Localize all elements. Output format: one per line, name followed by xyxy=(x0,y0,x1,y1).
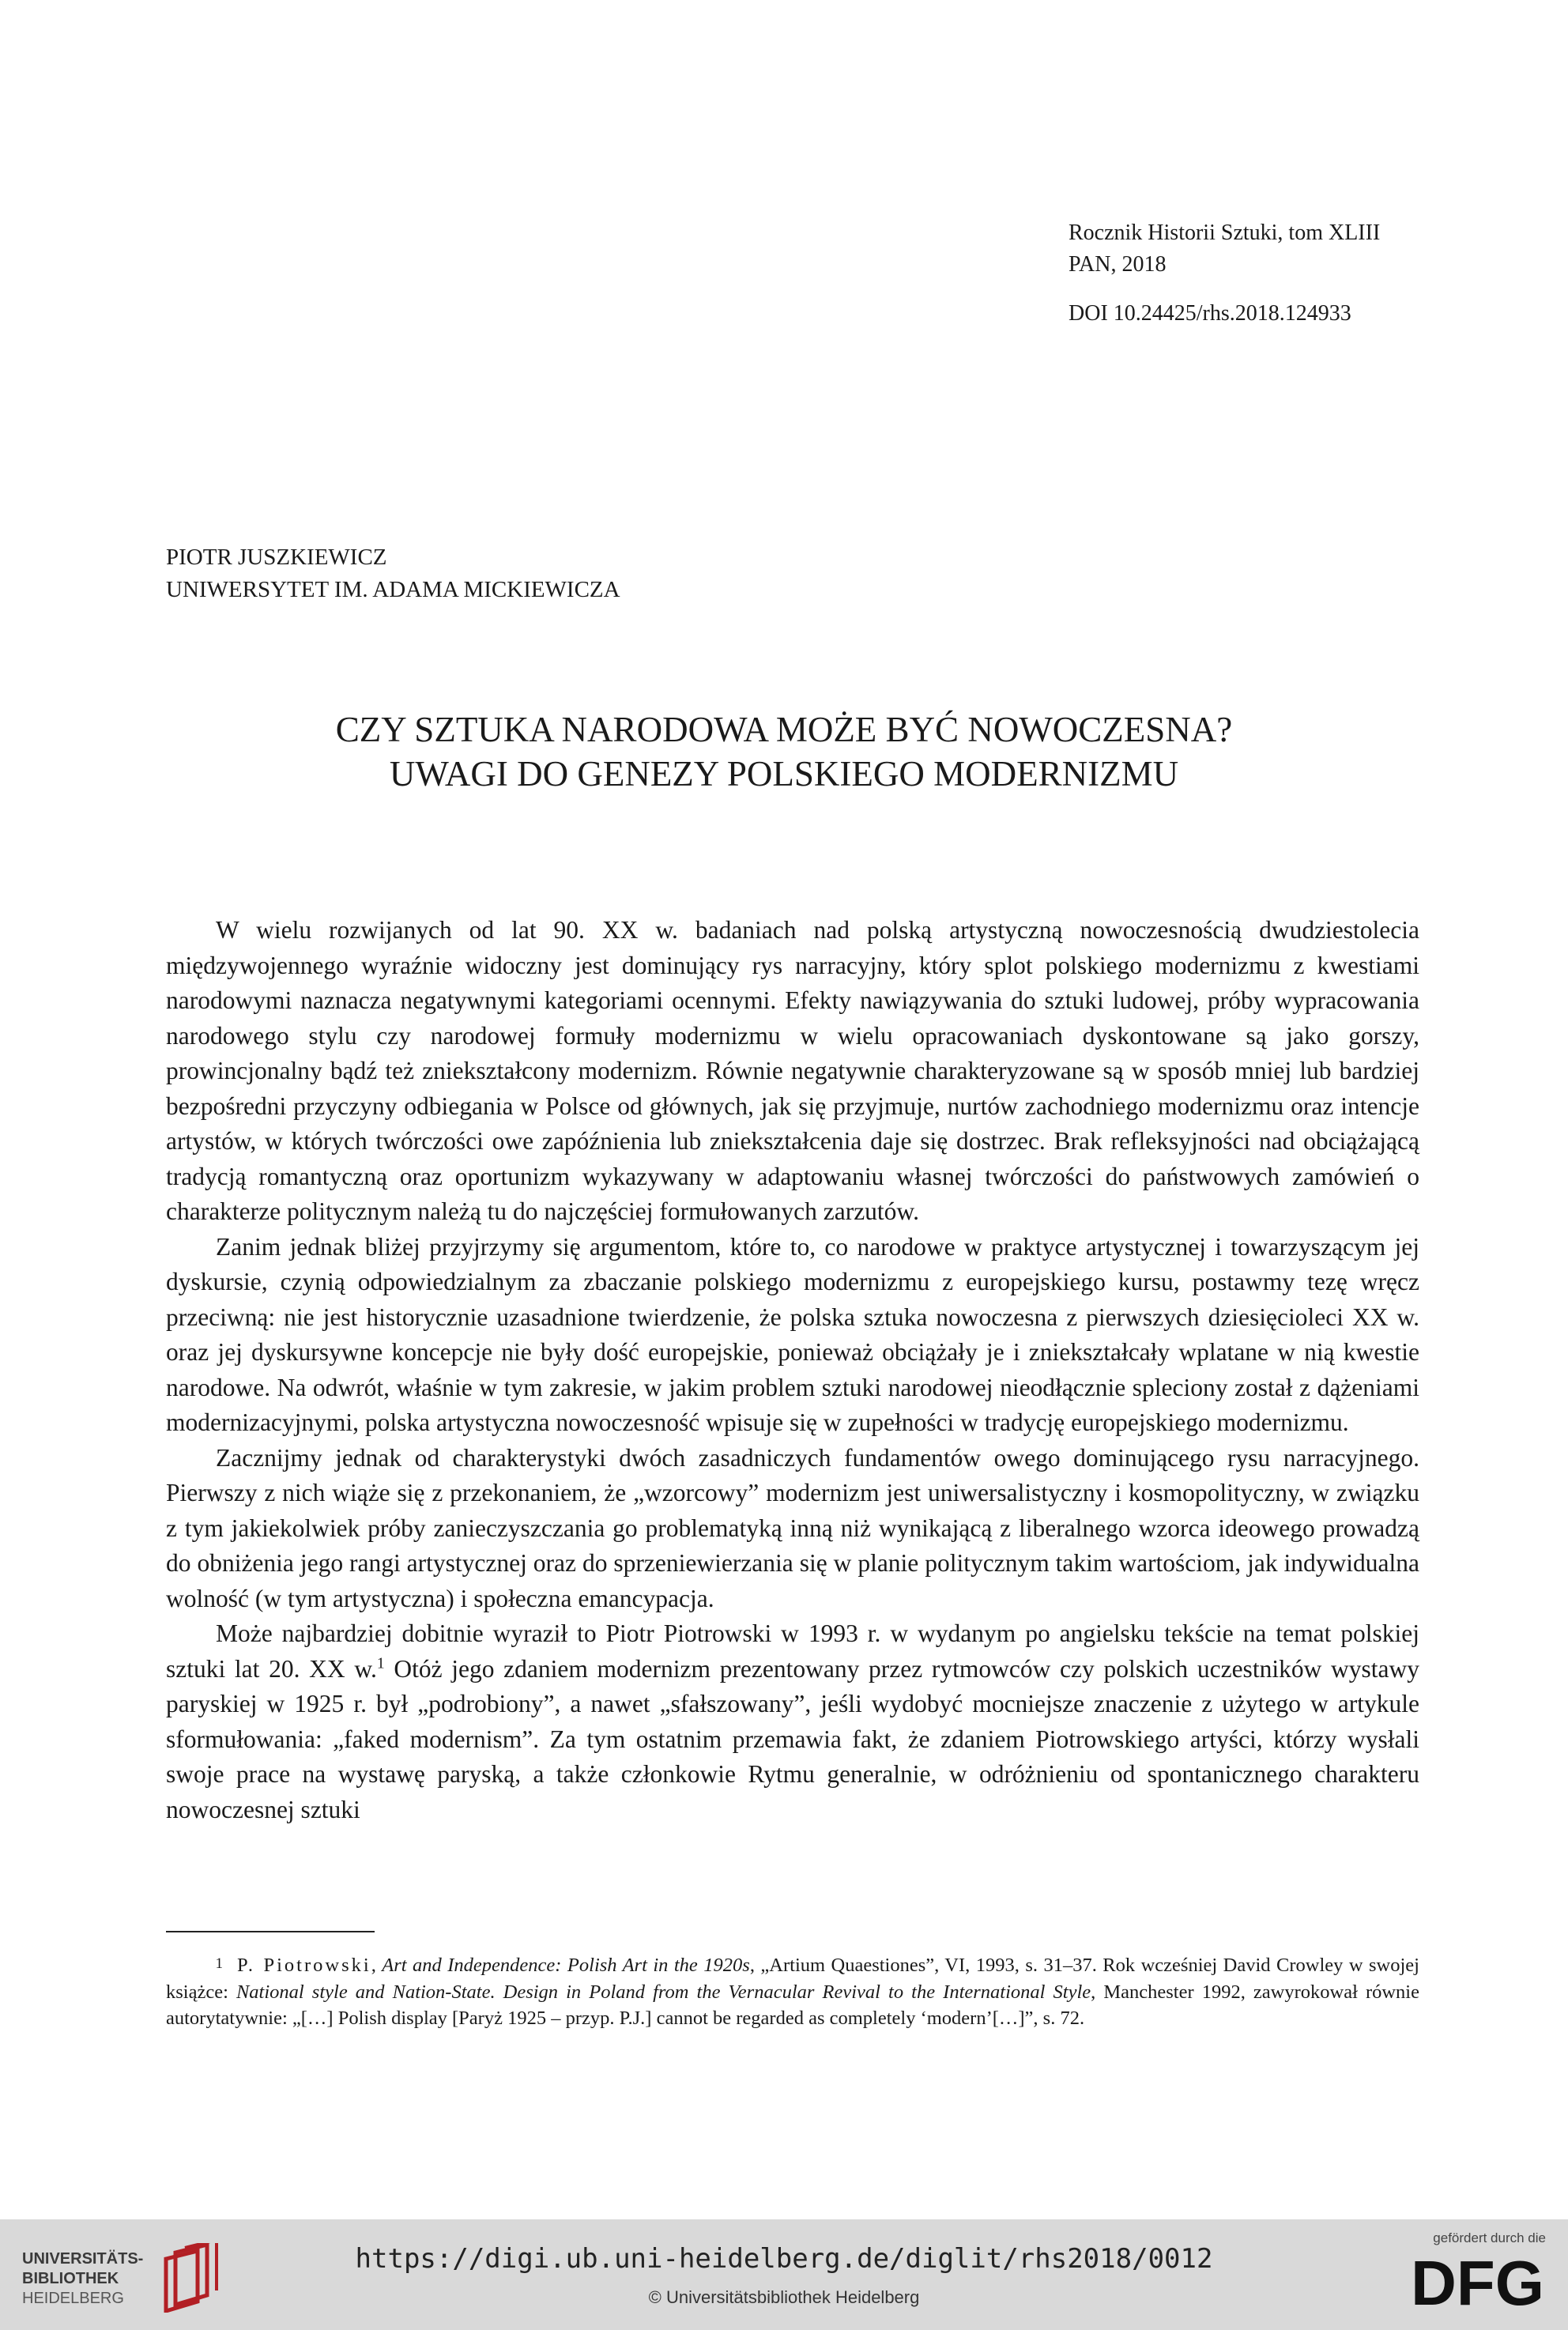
paragraph-4-end: Otóż jego zdaniem modernizm prezentowany przez rytmowców czy polskich uczestników wystawy paryskiej w 1925 r. był „podrobiony”, a nawet „sfałszowany”, jeśli wydobyć mocniejsze znaczenie z użytego w artykule sformułowania: „faked modernism”. Za tym ostatnim przemawia fakt, że zdaniem Piotrowskiego artyści, którzy wysłali swoje prace na wystawę paryską, a także członkowie Rytmu generalnie, w odróżnieniu od spontanicznego charakteru nowoczesnej sztuki xyxy=(166,1654,1419,1823)
footnote-1 xyxy=(166,1951,1419,2032)
paragraph-1: W wielu rozwijanych od lat 90. XX w. badaniach nad polską artystyczną nowoczesnością dwudziestolecia międzywojennego wyraźnie widoczny jest dominujący rys narracyjny, który splot polskiego modernizmu z kwestiami narodowymi naznacza negatywnymi kategoriami ocennymi. Efekty nawiązywania do sztuki ludowej, próby wypracowania narodowego stylu czy narodowej formuły modernizmu w wielu opracowaniach dyskontowane są jako gorszy, prowincjonalny bądź też zniekształcony modernizm. Równie negatywnie charakteryzowane są w sposób mniej lub bardziej bezpośredni przyczyny odbiegania w Polsce od głównych, jak się przyjmuje, nurtów zachodniego modernizmu oraz intencje artystów, w których twórczości owe zapóźnienia lub zniekształcenia daje się dostrzec. Brak refleksyjności nad obciążającą tradycją romantyczną oraz oportunizm wykazywany w adaptowaniu własnej twórczości do państwowych zamówień o charakterze politycznym należą tu do najczęściej formułowanych zarzutów. xyxy=(166,916,1419,1225)
dfg-logo-text: DFG xyxy=(1411,2249,1544,2313)
title-line-1: CZY SZTUKA NARODOWA MOŻE BYĆ NOWOCZESNA? xyxy=(335,710,1233,749)
journal-header xyxy=(1069,217,1380,330)
author-name: PIOTR JUSZKIEWICZ xyxy=(166,545,387,570)
dfg-logo[interactable] xyxy=(1396,2230,1546,2313)
footnote-divider xyxy=(166,1931,375,1932)
title-line-2: UWAGI DO GENEZY POLSKIEGO MODERNIZMU xyxy=(389,754,1179,794)
author-affiliation: UNIWERSYTET IM. ADAMA MICKIEWICZA xyxy=(166,577,620,602)
paragraph-3: Zacznijmy jednak od charakterystyki dwóch zasadniczych fundamentów owego dominującego rysu narracyjnego. Pierwszy z nich wiąże się z przekonaniem, że „wzorcowy” modernizm jest uniwersalistyczny i kosmopolityczny, w związku z tym jakiekolwiek próby zanieczyszczania go problematyką inną niż wynikającą z liberalnego wzorca ideowego prowadzą do obniżenia jego rangi artystycznej oraz do sprzeniewierzania się w planie politycznym takim wartościom, jak indywidualna wolność (w tym artystyczna) i społeczna emancypacja. xyxy=(166,1443,1419,1612)
footnote-ref-1[interactable]: 1 xyxy=(376,1655,385,1672)
footer-bar xyxy=(0,2219,1568,2330)
journal-title: Rocznik Historii Sztuki, tom XLIII xyxy=(1069,221,1381,245)
article-title xyxy=(0,707,1568,796)
permalink-url[interactable]: https://digi.ub.uni-heidelberg.de/diglit/rhs2018/0012 xyxy=(355,2243,1213,2275)
paragraph-2: Zanim jednak bliżej przyjrzymy się argumentom, które to, co narodowe w praktyce artystycznej i towarzyszącym jej dyskursie, czynią odpowiedzialnym za zbaczanie polskiego modernizmu z europejskiego kursu, postawmy tezę wręcz przeciwną: nie jest historycznie uzasadnione twierdzenie, że polska sztuka nowoczesna z pierwszych dziesięcioleci XX w. oraz jej dyskursywne koncepcje nie były dość europejskie, ponieważ obciążały je i zniekształcały wplatane w nią kwestie narodowe. Na odwrót, właśnie w tym zakresie, w jakim problem sztuki narodowej nieodłącznie spleciony został z dążeniami modernizacyjnymi, polska artystyczna nowoczesność wpisuje się w zupełności w tradycję europejskiego modernizmu. xyxy=(166,1232,1419,1436)
journal-publisher: PAN, 2018 xyxy=(1069,252,1167,277)
footnote-title-2: National style and Nation-State. Design in Poland from the Vernacular Revival to the International Style xyxy=(236,1981,1091,2003)
paragraph-4 xyxy=(166,1616,1419,1827)
ub-logo-line-2: BIBLIOTHEK xyxy=(22,2270,119,2287)
footnote-text: , xyxy=(371,1955,383,1976)
doi: DOI 10.24425/rhs.2018.124933 xyxy=(1069,301,1351,326)
dfg-caption: gefördert durch die xyxy=(1433,2230,1546,2245)
copyright-notice: © Universitätsbibliothek Heidelberg xyxy=(648,2287,920,2307)
footnote-author: P. Piotrowski xyxy=(237,1955,371,1976)
ub-logo-line-3: HEIDELBERG xyxy=(22,2290,124,2307)
author-block xyxy=(166,541,620,606)
footnote-text: , Manchester 1992, zawyrokował równie autorytatywnie: „[…] Polish display [Paryż 1925 – przyp. P.J.] cannot be regarded as completely ‘modern’[…]”, s. 72. xyxy=(166,1981,1419,2029)
footnote-number: 1 xyxy=(215,1955,223,1972)
article-body xyxy=(166,913,1419,1827)
ub-logo-line-1: UNIVERSITÄTS- xyxy=(22,2250,144,2268)
dfg-logo-mark xyxy=(1404,2249,1546,2313)
footnote-text: , „Artium Quaestiones”, VI, 1993, s. 31–37. Rok wcześniej David Crowley w swojej książce: xyxy=(166,1955,1419,2003)
footnote-title-1: Art and Independence: Polish Art in the 1920s xyxy=(382,1955,750,1976)
paragraph-4-start: Może najbardziej dobitnie wyraził to Piotr Piotrowski w 1993 r. w wydanym po angielsku tekście na temat polskiej sztuki lat 20. XX w. xyxy=(166,1619,1419,1683)
